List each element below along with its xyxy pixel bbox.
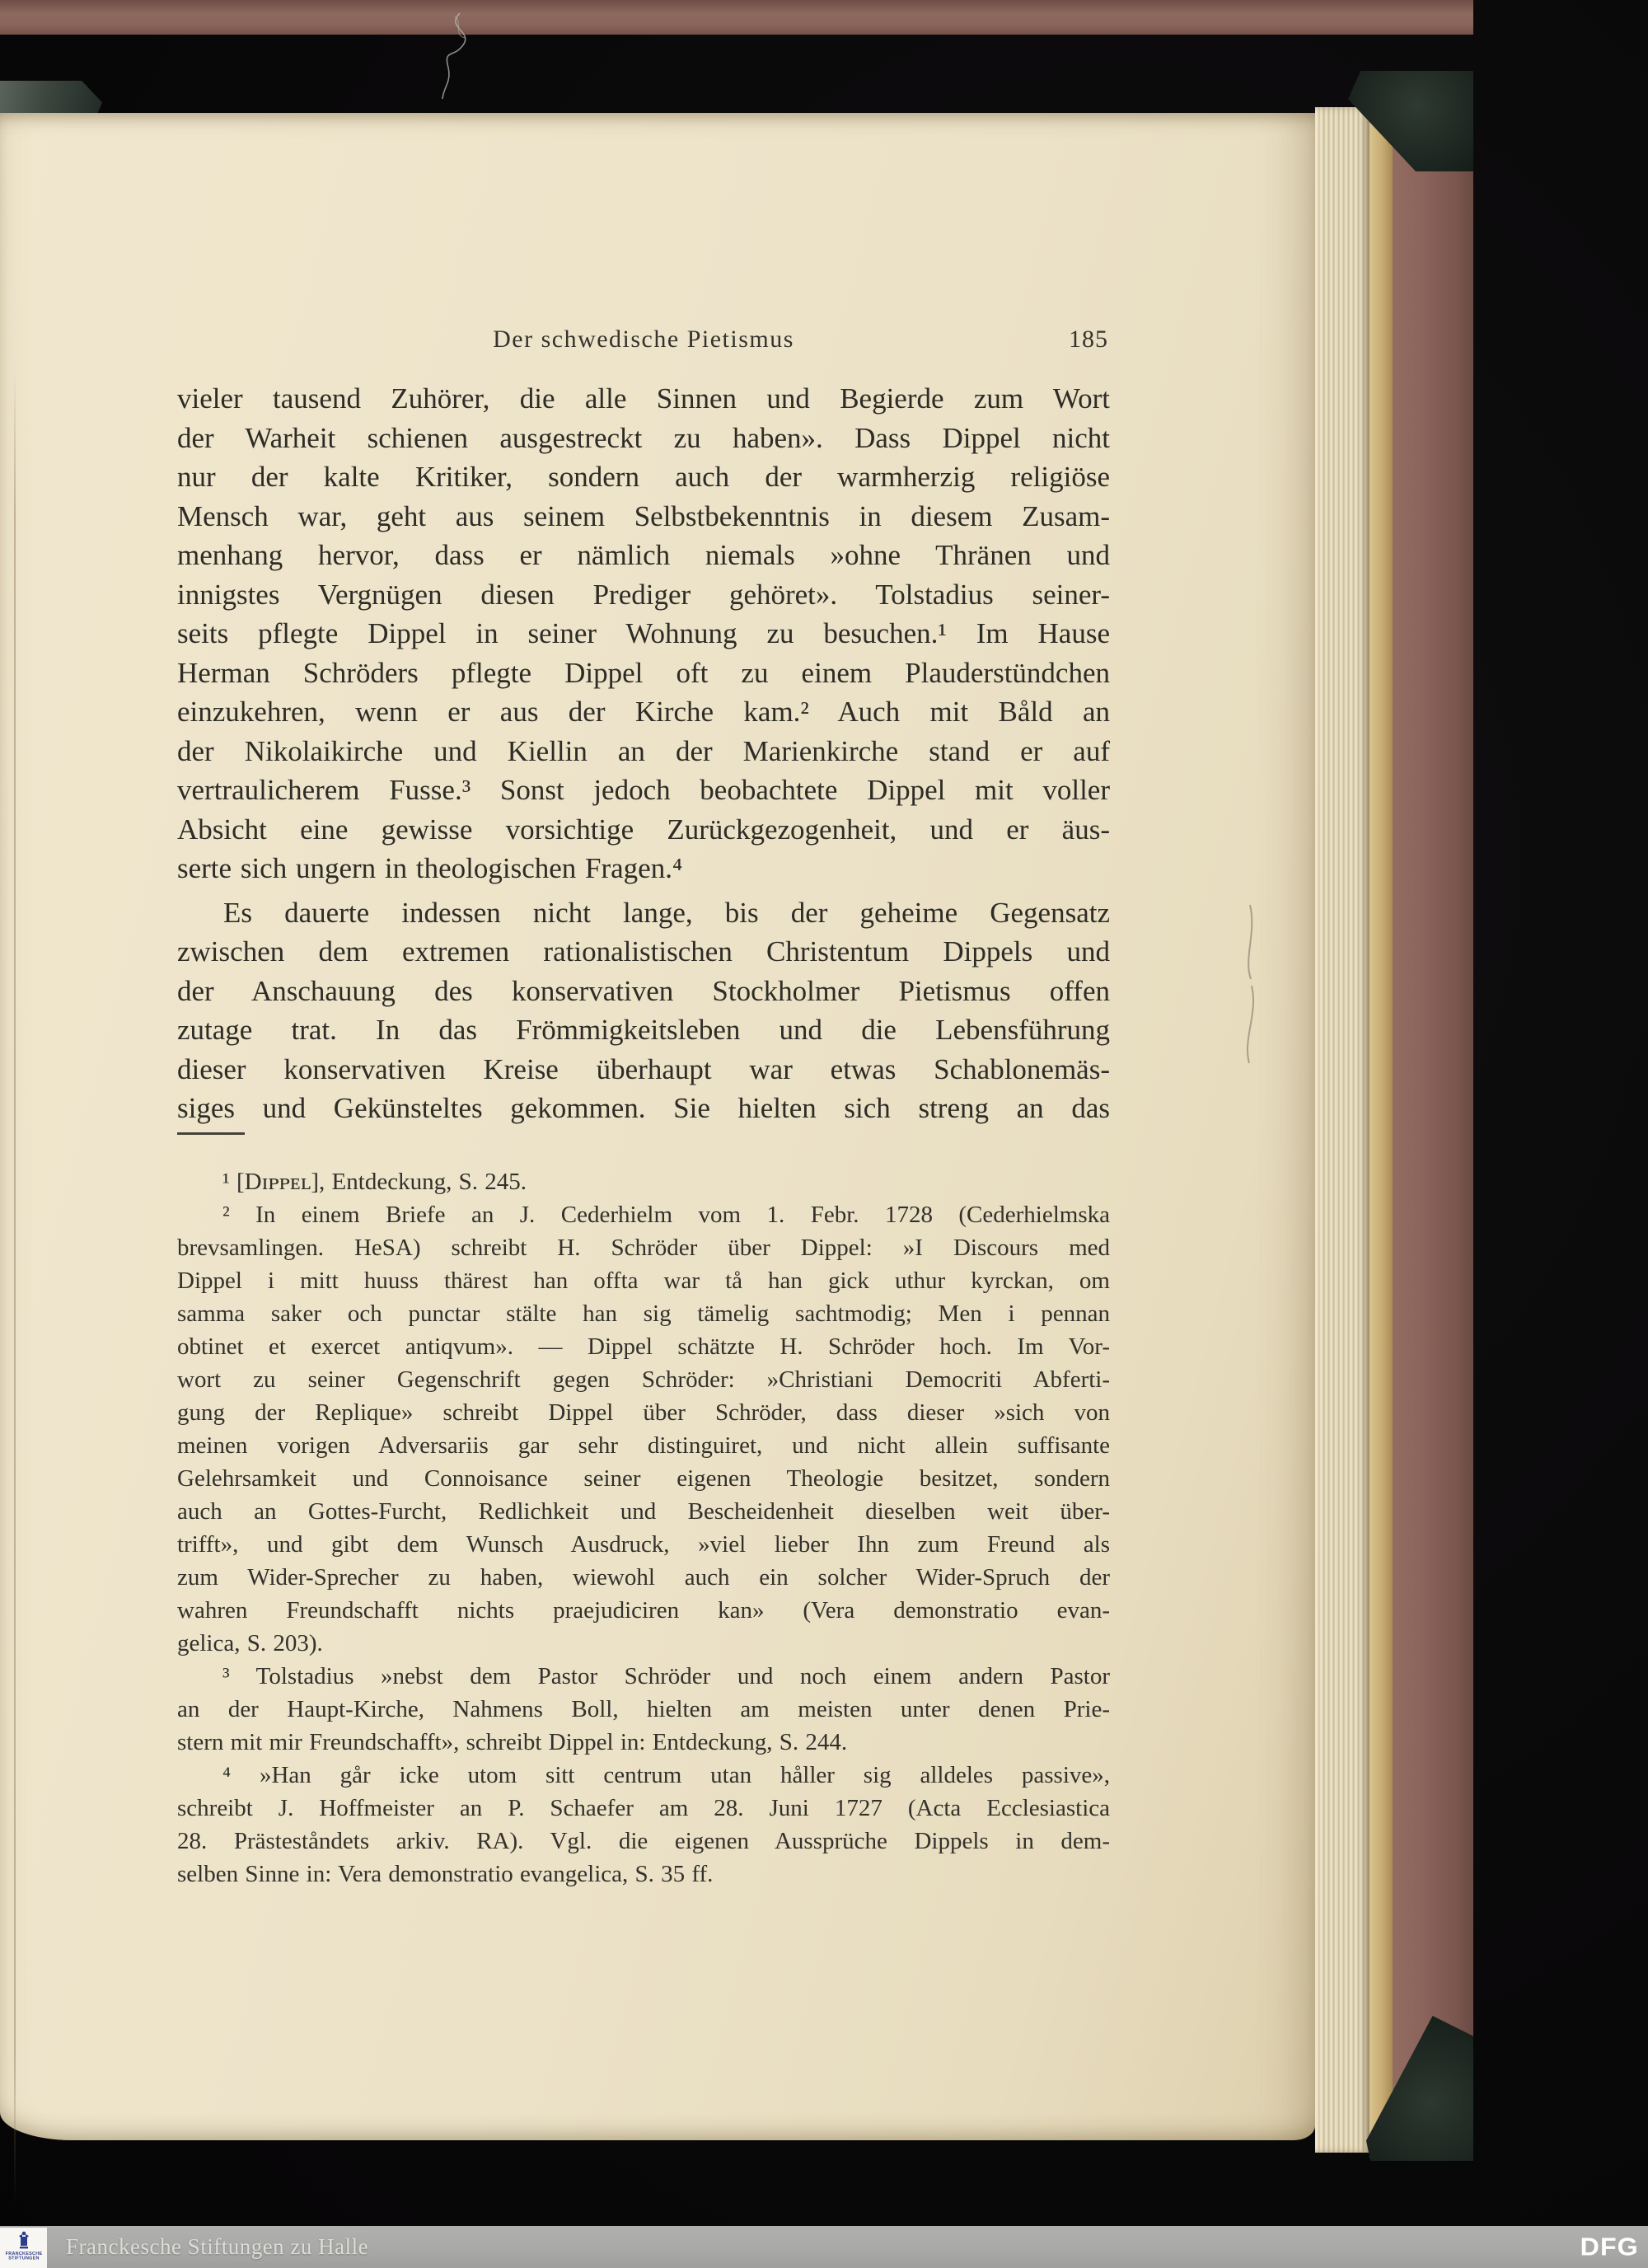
text-line: vertraulicherem Fusse.³ Sonst jedoch beobachtete Dippel mit voller bbox=[177, 774, 1110, 806]
text-line: samma saker och punctar stälte han sig tämelig sachtmodig; Men i pennan bbox=[177, 1300, 1110, 1327]
text-line: Gelehrsamkeit und Connoisance seiner eigenen Theologie besitzet, sondern bbox=[177, 1465, 1110, 1492]
text-line: seits pflegte Dippel in seiner Wohnung zu besuchen.¹ Im Hause bbox=[177, 617, 1110, 649]
text-line: serte sich ungern in theologischen Fragen.⁴ bbox=[177, 852, 683, 884]
text-line: trifft», und gibt dem Wunsch Ausdruck, »viel lieber Ihn zum Freund als bbox=[177, 1531, 1110, 1558]
franckesche-logo-caption: FRANCKESCHE STIFTUNGEN bbox=[5, 2251, 42, 2261]
paragraph-1 bbox=[177, 379, 1110, 888]
footnote-4 bbox=[177, 1759, 1110, 1891]
text-line: vieler tausend Zuhörer, die alle Sinnen und Begierde zum Wort bbox=[177, 382, 1110, 415]
dust-fiber bbox=[412, 7, 503, 105]
margin-pen-marks bbox=[1232, 900, 1273, 1081]
institution-name: Franckesche Stiftungen zu Halle bbox=[66, 2233, 369, 2259]
book-board-edge bbox=[1369, 104, 1393, 2158]
text-line: Absicht eine gewisse vorsichtige Zurückgezogenheit, und er äus- bbox=[177, 813, 1110, 846]
text-line: schreibt J. Hoffmeister an P. Schaefer am 28. Juni 1727 (Acta Ecclesiastica bbox=[177, 1795, 1110, 1821]
footnotes bbox=[177, 1165, 1110, 1891]
francke-statue-icon bbox=[16, 2231, 31, 2251]
paragraph-2 bbox=[177, 893, 1110, 1128]
footnote-2 bbox=[177, 1198, 1110, 1660]
text-line: ¹ [Dɪᴘᴘᴇʟ], Entdeckung, S. 245. bbox=[222, 1169, 527, 1195]
text-line: Mensch war, geht aus seinem Selbstbekenntnis in diesem Zusam- bbox=[177, 499, 1110, 532]
text-line: zum Wider-Sprecher zu haben, wiewohl auch ein solcher Wider-Spruch der bbox=[177, 1564, 1110, 1591]
text-line: gung der Replique» schreibt Dippel über Schröder, dass dieser »sich von bbox=[177, 1399, 1110, 1426]
text-line: Dippel i mitt huuss thärest han offta war tå han gick uthur kyrckan, om bbox=[177, 1268, 1110, 1294]
text-line: der Nikolaikirche und Kiellin an der Marienkirche stand er auf bbox=[177, 734, 1110, 767]
text-line: wahren Freundschafft nichts praejudiciren kan» (Vera demonstratio evan- bbox=[177, 1597, 1110, 1624]
viewer-footer-bar bbox=[0, 2226, 1648, 2268]
running-title: Der schwedische Pietismus bbox=[493, 326, 794, 353]
dfg-logo: DFG bbox=[1580, 2231, 1639, 2261]
text-line: wort zu seiner Gegenschrift gegen Schröder: »Christiani Democriti Abferti- bbox=[177, 1366, 1110, 1393]
text-line: siges und Gekünsteltes gekommen. Sie hielten sich streng an das bbox=[177, 1092, 1110, 1124]
footnote-1 bbox=[177, 1165, 1110, 1198]
text-line: 28. Prästeståndets arkiv. RA). Vgl. die eigenen Aussprüche Dippels in dem- bbox=[177, 1828, 1110, 1854]
text-line: zwischen dem extremen rationalistischen Christentum Dippels und bbox=[177, 935, 1110, 968]
text-line: dieser konservativen Kreise überhaupt war etwas Schablonemäs- bbox=[177, 1052, 1110, 1085]
book-page bbox=[0, 113, 1315, 2140]
book-cover-top-edge bbox=[0, 0, 1473, 35]
text-line: menhang hervor, dass er nämlich niemals »ohne Thränen und bbox=[177, 539, 1110, 571]
text-line: selben Sinne in: Vera demonstratio evangelica, S. 35 ff. bbox=[177, 1861, 714, 1887]
text-line: Es dauerte indessen nicht lange, bis der geheime Gegensatz bbox=[223, 896, 1110, 929]
underleaf-edge bbox=[14, 368, 16, 2206]
text-line: stern mit mir Freundschafft», schreibt Dippel in: Entdeckung, S. 244. bbox=[177, 1729, 848, 1755]
text-line: innigstes Vergnügen diesen Prediger gehöret». Tolstadius seiner- bbox=[177, 578, 1110, 611]
page-edge-stack bbox=[1315, 107, 1369, 2153]
text-line: meinen vorigen Adversariis gar sehr distinguiret, und nicht allein suffisante bbox=[177, 1432, 1110, 1459]
text-line: an der Haupt-Kirche, Nahmens Boll, hielten am meisten unter denen Prie- bbox=[177, 1696, 1110, 1722]
book-cover-right bbox=[1393, 79, 1473, 2161]
body-text bbox=[177, 379, 1110, 1128]
cover-corner-top-left bbox=[0, 81, 102, 117]
text-line: nur der kalte Kritiker, sondern auch der warmherzig religiöse bbox=[177, 461, 1110, 493]
franckesche-logo bbox=[0, 2228, 47, 2268]
text-line: ² In einem Briefe an J. Cederhielm vom 1. Febr. 1728 (Cederhielmska bbox=[222, 1202, 1110, 1228]
page-number: 185 bbox=[1069, 326, 1108, 353]
text-line: obtinet et exercet antiqvum». — Dippel schätzte H. Schröder hoch. Im Vor- bbox=[177, 1333, 1110, 1360]
footnote-rule bbox=[177, 1132, 245, 1135]
text-line: Herman Schröders pflegte Dippel oft zu einem Plauderstündchen bbox=[177, 656, 1110, 689]
text-line: der Anschauung des konservativen Stockholmer Pietismus offen bbox=[177, 974, 1110, 1007]
text-line: brevsamlingen. HeSA) schreibt H. Schröder über Dippel: »I Discours med bbox=[177, 1235, 1110, 1261]
footnote-3 bbox=[177, 1660, 1110, 1759]
text-line: auch an Gottes-Furcht, Redlichkeit und Bescheidenheit dieselben weit über- bbox=[177, 1498, 1110, 1525]
text-line: ⁴ »Han går icke utom sitt centrum utan håller sig alldeles passive», bbox=[222, 1762, 1110, 1788]
text-line: der Warheit schienen ausgestreckt zu haben». Dass Dippel nicht bbox=[177, 421, 1110, 454]
text-line: gelica, S. 203). bbox=[177, 1630, 323, 1656]
page-header bbox=[177, 326, 1110, 362]
text-line: einzukehren, wenn er aus der Kirche kam.² Auch mit Båld an bbox=[177, 696, 1110, 728]
text-line: ³ Tolstadius »nebst dem Pastor Schröder und noch einem andern Pastor bbox=[222, 1663, 1110, 1689]
text-line: zutage trat. In das Frömmigkeitsleben und die Lebensführung bbox=[177, 1014, 1110, 1046]
